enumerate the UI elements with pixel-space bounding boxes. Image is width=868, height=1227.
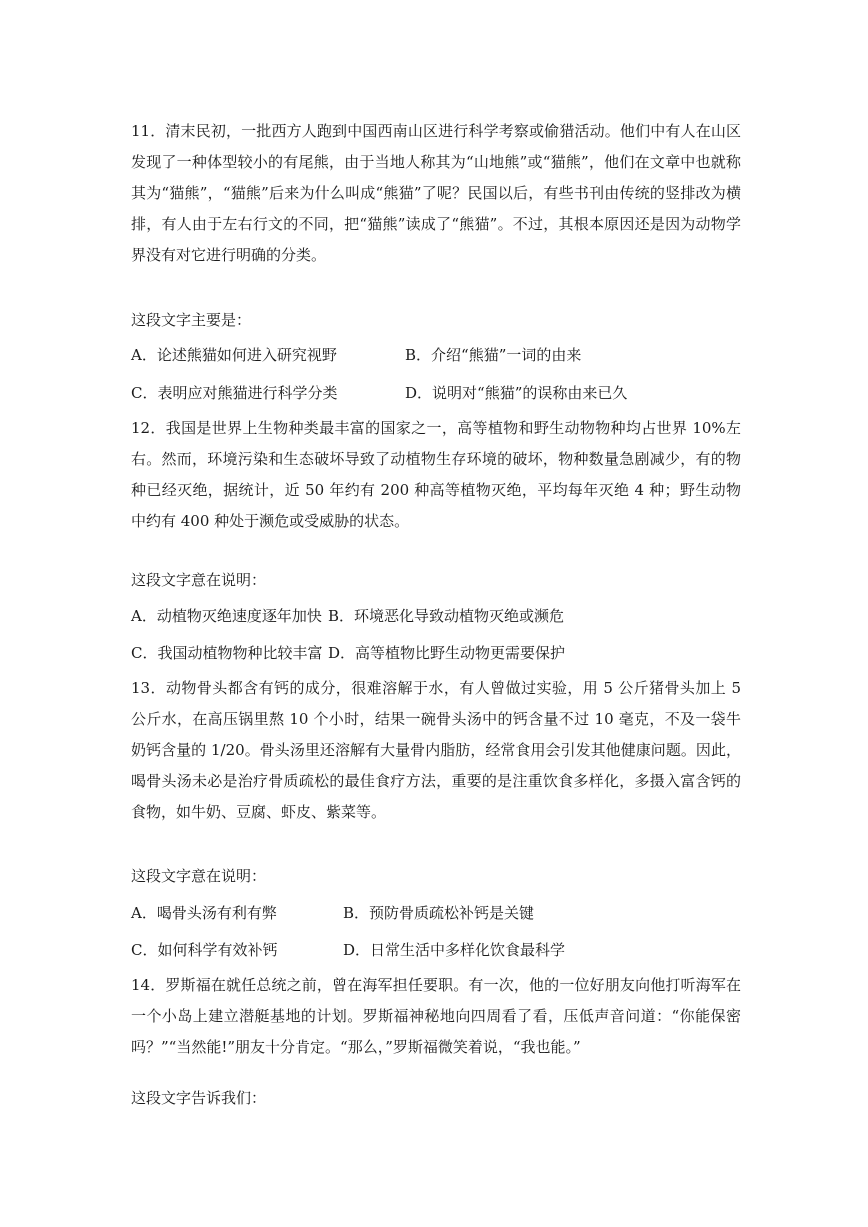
question-12-prompt: 这段文字意在说明： bbox=[131, 571, 267, 589]
question-13-option-c: C．如何科学有效补钙 bbox=[131, 941, 278, 959]
question-14-stem: 14．罗斯福在就任总统之前，曾在海军担任要职。有一次，他的一位好朋友向他打听海军在一个小岛上建立潜艇基地的计划。罗斯福神秘地向四周看了看，压低声音问道：“你能保密吗？”“当然能!”朋友十分肯定。“那么，”罗斯福微笑着说，“我也能。” bbox=[131, 976, 741, 1056]
question-13-stem: 13．动物骨头都含有钙的成分，很难溶解于水，有人曾做过实验，用 5 公斤猪骨头加上 5 公斤水，在高压锅里熬 10 个小时，结果一碗骨头汤中的钙含量不过 10 毫克，不及一袋牛奶钙含量的 1/20。骨头汤里还溶解有大量骨内脂肪，经常食用会引发其他健康问题。因此，喝骨头汤未必是治疗骨质疏松的最佳食疗方法，重要的是注重饮食多样化，多摄入富含钙的食物，如牛奶、豆腐、虾皮、紫菜等。 bbox=[131, 679, 741, 821]
question-14-prompt: 这段文字告诉我们： bbox=[131, 1089, 267, 1107]
question-13-option-b: B．预防骨质疏松补钙是关键 bbox=[343, 904, 535, 922]
question-12-option-d: D．高等植物比野生动物更需要保护 bbox=[328, 644, 566, 662]
question-11-option-c: C．表明应对熊猫进行科学分类 bbox=[131, 384, 338, 402]
question-12-option-c: C．我国动植物物种比较丰富 bbox=[131, 644, 323, 662]
question-12-option-b: B．环境恶化导致动植物灭绝或濒危 bbox=[328, 607, 565, 625]
question-11-stem: 11．清末民初，一批西方人跑到中国西南山区进行科学考察或偷猎活动。他们中有人在山区发现了一种体型较小的有尾熊，由于当地人称其为“山地熊”或“猫熊”，他们在文章中也就称其为“猫熊”，“猫熊”后来为什么叫成“熊猫”了呢？民国以后，有些书刊由传统的竖排改为横排，有人由于左右行文的不同，把“猫熊”读成了“熊猫”。不过，其根本原因还是因为动物学界没有对它进行明确的分类。 bbox=[131, 122, 741, 264]
question-12-option-a: A．动植物灭绝速度逐年加快 bbox=[131, 607, 322, 625]
question-13-option-a: A．喝骨头汤有利有弊 bbox=[131, 904, 277, 922]
question-11-option-d: D．说明对“熊猫”的误称由来已久 bbox=[405, 384, 628, 402]
question-11-option-a: A．论述熊猫如何进入研究视野 bbox=[131, 346, 337, 364]
question-13-prompt: 这段文字意在说明： bbox=[131, 867, 267, 885]
question-11-prompt: 这段文字主要是： bbox=[131, 311, 252, 329]
question-11-option-b: B．介绍“熊猫”一词的由来 bbox=[405, 346, 582, 364]
question-13-option-d: D．日常生活中多样化饮食最科学 bbox=[343, 941, 566, 959]
question-12-stem: 12．我国是世界上生物种类最丰富的国家之一，高等植物和野生动物物种均占世界 10%左右。然而，环境污染和生态破坏导致了动植物生存环境的破坏，物种数量急剧减少，有的物种已经灭绝，据统计，近 50 年约有 200 种高等植物灭绝，平均每年灭绝 4 种；野生动物中约有 400 种处于濒危或受威胁的状态。 bbox=[131, 419, 741, 530]
